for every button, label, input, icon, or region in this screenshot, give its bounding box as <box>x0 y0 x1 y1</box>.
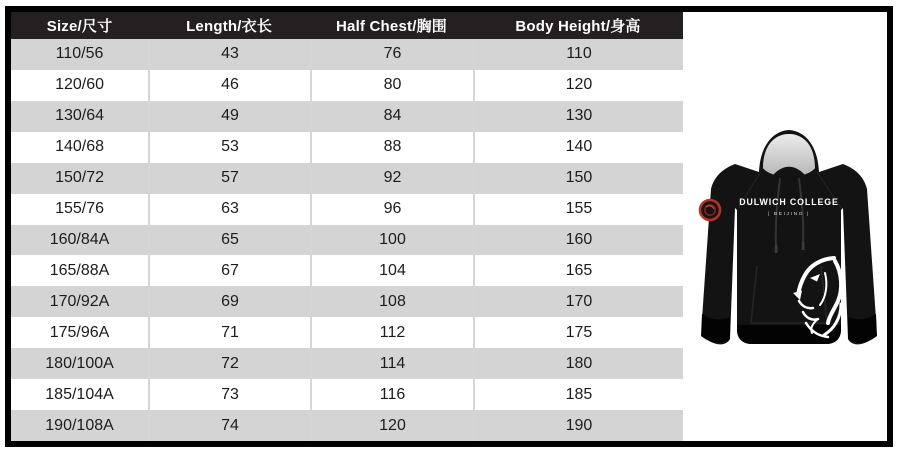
table-cell: 114 <box>310 348 473 379</box>
table-cell: 175 <box>473 317 683 348</box>
table-row <box>11 101 683 132</box>
table-cell: 88 <box>310 132 473 163</box>
size-chart-frame <box>5 6 893 447</box>
table-cell: 180 <box>473 348 683 379</box>
size-table-body <box>11 39 683 441</box>
table-row <box>11 194 683 225</box>
header-half-chest: Half Chest/胸围 <box>336 18 447 35</box>
table-cell: 190/108A <box>45 416 114 434</box>
table-cell: 120/60 <box>55 76 104 94</box>
table-cell: 165 <box>473 255 683 286</box>
table-cell: 130/64 <box>55 107 104 125</box>
table-cell: 71 <box>148 317 310 348</box>
table-row <box>11 39 683 70</box>
table-cell: 57 <box>148 163 310 194</box>
sleeve-badge-icon <box>700 200 720 220</box>
table-cell: 175/96A <box>49 323 110 341</box>
table-cell: 110 <box>473 39 683 70</box>
table-cell: 120 <box>310 410 473 441</box>
table-cell: 190 <box>473 410 683 441</box>
table-cell: 80 <box>310 70 473 101</box>
table-cell: 140 <box>473 132 683 163</box>
table-row <box>11 255 683 286</box>
table-row <box>11 286 683 317</box>
table-cell: 155/76 <box>55 200 104 218</box>
table-row <box>11 225 683 256</box>
header-length: Length/衣长 <box>186 18 273 35</box>
header-body-height: Body Height/身高 <box>515 18 641 35</box>
table-cell: 170/92A <box>49 292 110 310</box>
table-cell: 155 <box>473 194 683 225</box>
table-cell: 185 <box>473 379 683 410</box>
table-cell: 100 <box>310 225 473 256</box>
table-cell: 185/104A <box>45 385 114 403</box>
table-cell: 150 <box>473 163 683 194</box>
table-cell: 165/88A <box>49 261 110 279</box>
table-cell: 116 <box>310 379 473 410</box>
table-cell: 170 <box>473 286 683 317</box>
table-cell: 160 <box>473 225 683 256</box>
hoodie-product-image <box>683 12 887 441</box>
table-cell: 49 <box>148 101 310 132</box>
table-cell: 43 <box>148 39 310 70</box>
table-cell: 67 <box>148 255 310 286</box>
table-cell: 74 <box>148 410 310 441</box>
table-cell: 140/68 <box>55 138 104 156</box>
brand-subtext: | BEIJING | <box>768 212 810 217</box>
table-cell: 108 <box>310 286 473 317</box>
brand-text: DULWICH COLLEGE <box>739 197 839 207</box>
table-cell: 104 <box>310 255 473 286</box>
table-row <box>11 317 683 348</box>
table-cell: 92 <box>310 163 473 194</box>
table-cell: 69 <box>148 286 310 317</box>
table-cell: 46 <box>148 70 310 101</box>
table-cell: 180/100A <box>45 354 114 372</box>
table-cell: 84 <box>310 101 473 132</box>
table-cell: 160/84A <box>49 230 110 248</box>
table-cell: 65 <box>148 225 310 256</box>
table-cell: 96 <box>310 194 473 225</box>
table-row <box>11 163 683 194</box>
table-cell: 120 <box>473 70 683 101</box>
product-image-panel <box>683 12 887 441</box>
table-cell: 76 <box>310 39 473 70</box>
table-row <box>11 348 683 379</box>
table-row <box>11 410 683 441</box>
table-row <box>11 379 683 410</box>
table-cell: 112 <box>310 317 473 348</box>
table-cell: 73 <box>148 379 310 410</box>
table-row <box>11 70 683 101</box>
size-table-header-row <box>11 12 683 39</box>
table-cell: 72 <box>148 348 310 379</box>
table-cell: 150/72 <box>55 169 104 187</box>
header-size: Size/尺寸 <box>46 18 113 35</box>
table-cell: 63 <box>148 194 310 225</box>
table-cell: 130 <box>473 101 683 132</box>
size-table <box>11 12 683 441</box>
table-row <box>11 132 683 163</box>
table-cell: 53 <box>148 132 310 163</box>
table-cell: 110/56 <box>55 45 104 63</box>
